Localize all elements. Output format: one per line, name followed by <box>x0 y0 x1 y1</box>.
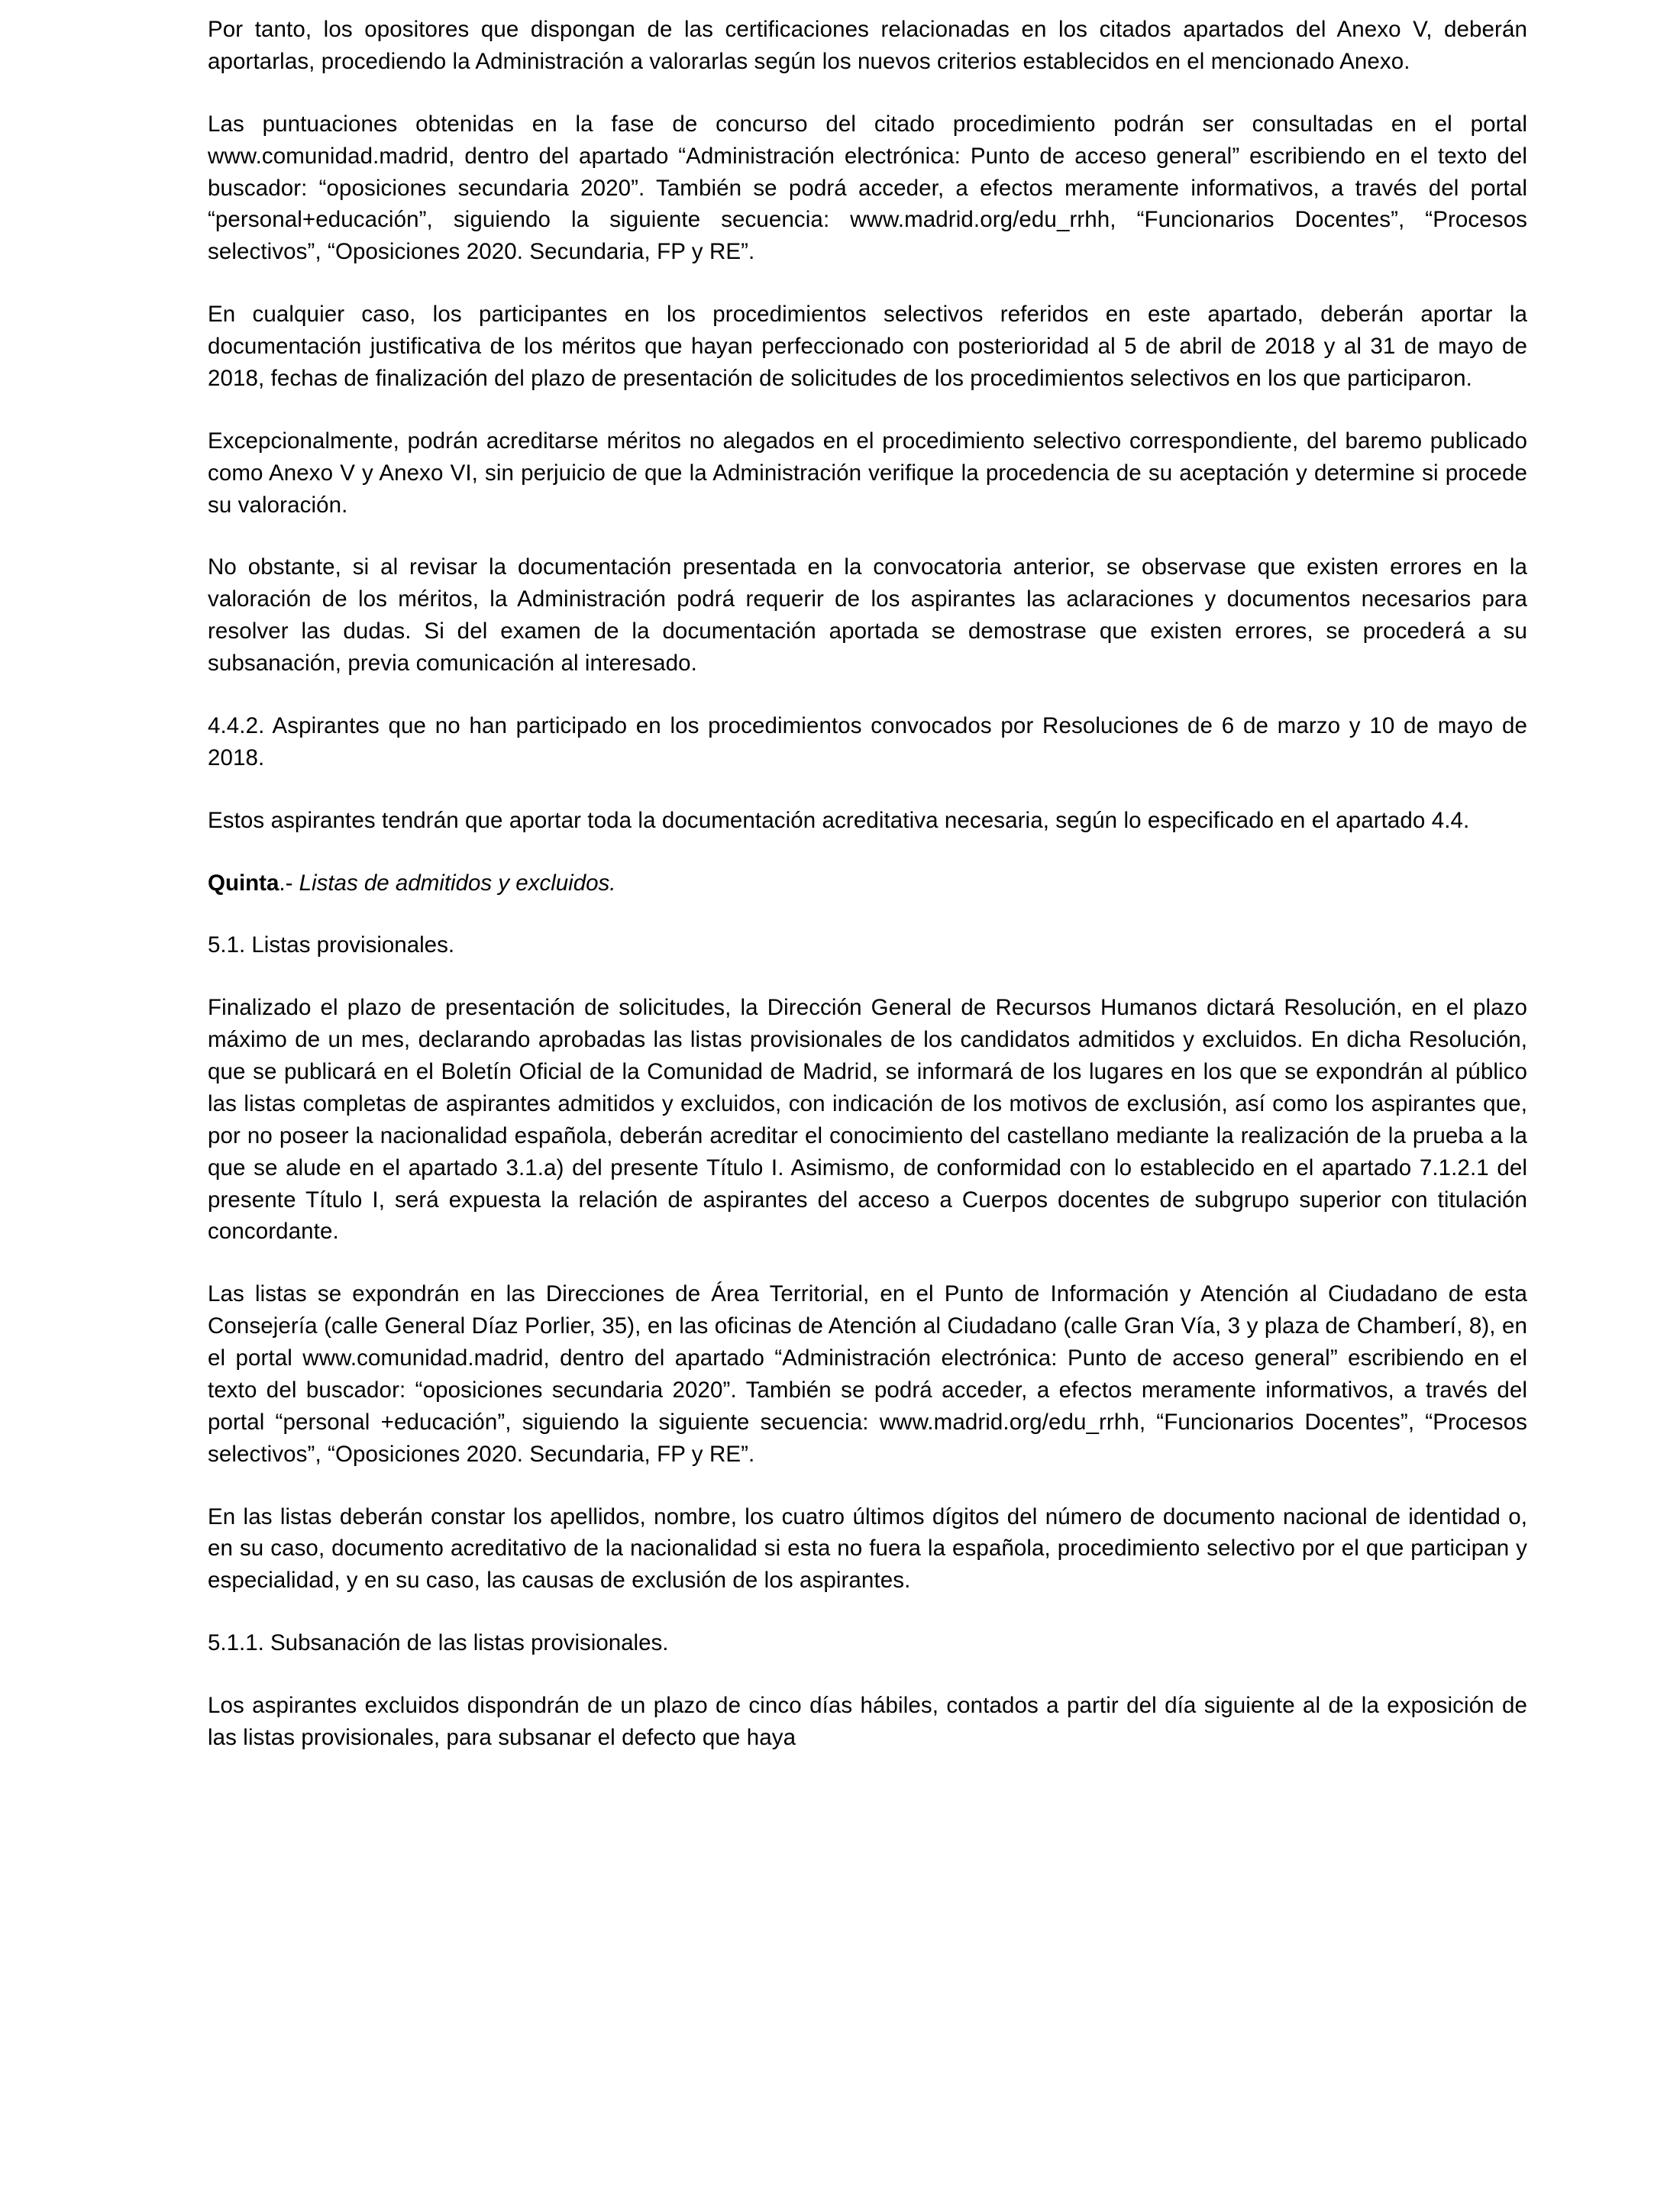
paragraph-estos-aspirantes: Estos aspirantes tendrán que aportar toda la documentación acreditativa necesaria, según lo especificado en el apartado 4.4. <box>208 807 1470 833</box>
paragraph-finalizado-plazo: Finalizado el plazo de presentación de solicitudes, la Dirección General de Recursos Humanos dictará Resolución, en el plazo máximo de un mes, declarando aprobadas las listas provisionales de los candidatos admitidos y excluidos. En dicha Resolución, que se publicará en el Boletín Oficial de la Comunidad de Madrid, se informará de los lugares en los que se expondrán al público las listas completas de aspirantes admitidos y excluidos, con indicación de los motivos de exclusión, así como los aspirantes que, por no poseer la nacionalidad española, deberán acreditar el conocimiento del castellano mediante la realización de la prueba a la que se alude en el apartado 3.1.a) del presente Título I. Asimismo, de conformidad con lo establecido en el apartado 7.1.2.1 del presente Título I, será expuesta la relación de aspirantes del acceso a Cuerpos docentes de subgrupo superior con titulación concordante. <box>208 995 1527 1245</box>
paragraph-clause-5-1: 5.1. Listas provisionales. <box>208 932 455 958</box>
section-heading-separator: .- <box>279 870 299 896</box>
section-heading-quinta <box>208 867 1527 899</box>
paragraph-cualquier-caso: En cualquier caso, los participantes en los procedimientos selectivos referidos en este apartado, deberán aportar la documentación justificativa de los méritos que hayan perfeccionado con posterioridad al 5 de abril de 2018 y al 31 de mayo de 2018, fechas de finalización del plazo de presentación de solicitudes de los procedimientos selectivos en los que participaron. <box>208 302 1527 391</box>
paragraph-clause-5-1-1: 5.1.1. Subsanación de las listas provisionales. <box>208 1630 669 1656</box>
paragraph-excepcionalmente: Excepcionalmente, podrán acreditarse méritos no alegados en el procedimiento selectivo correspondiente, del baremo publicado como Anexo V y Anexo VI, sin perjuicio de que la Administración verifique la procedencia de su aceptación y determine si procede su valoración. <box>208 428 1527 518</box>
section-heading-title: Listas de admitidos y excluidos. <box>299 870 616 896</box>
paragraph-listas-datos: En las listas deberán constar los apellidos, nombre, los cuatro últimos dígitos del número de documento nacional de identidad o, en su caso, documento acreditativo de la nacionalidad si esta no fuera la española, procedimiento selectivo por el que participan y especialidad, y en su caso, las causas de exclusión de los aspirantes. <box>208 1503 1527 1594</box>
paragraph-por-tanto: Por tanto, los opositores que dispongan de las certificaciones relacionadas en los citados apartados del Anexo V, deberán aportarlas, procediendo la Administración a valorarlas según los nuevos criterios establecidos en el mencionado Anexo. <box>208 17 1527 74</box>
paragraph-clause-4-4-2: 4.4.2. Aspirantes que no han participado en los procedimientos convocados por Resoluciones de 6 de marzo y 10 de mayo de 2018. <box>208 712 1527 770</box>
paragraph-no-obstante: No obstante, si al revisar la documentación presentada en la convocatoria anterior, se observase que existen errores en la valoración de los méritos, la Administración podrá requerir de los aspirantes las aclaraciones y documentos necesarios para resolver las dudas. Si del examen de la documentación aportada se demostrase que existen errores, se procederá a su subsanación, previa comunicación al interesado. <box>208 554 1527 676</box>
paragraph-aspirantes-excluidos: Los aspirantes excluidos dispondrán de un plazo de cinco días hábiles, contados a partir del día siguiente al de la exposición de las listas provisionales, para subsanar el defecto que haya <box>208 1693 1527 1750</box>
section-heading-ordinal: Quinta <box>208 870 279 896</box>
paragraph-listas-expondran: Las listas se expondrán en las Direcciones de Área Territorial, en el Punto de Información y Atención al Ciudadano de esta Consejería (calle General Díaz Porlier, 35), en las oficinas de Atención al Ciudadano (calle Gran Vía, 3 y plaza de Chamberí, 8), en el portal www.comunidad.madrid, dentro del apartado “Administración electrónica: Punto de acceso general” escribiendo en el texto del buscador: “oposiciones secundaria 2020”. También se podrá acceder, a efectos meramente informativos, a través del portal “personal +educación”, siguiendo la siguiente secuencia: www.madrid.org/edu_rrhh, “Funcionarios Docentes”, “Procesos selectivos”, “Oposiciones 2020. Secundaria, FP y RE”. <box>208 1281 1527 1467</box>
paragraph-puntuaciones: Las puntuaciones obtenidas en la fase de concurso del citado procedimiento podrán ser consultadas en el portal www.comunidad.madrid, dentro del apartado “Administración electrónica: Punto de acceso general” escribiendo en el texto del buscador: “oposiciones secundaria 2020”. También se podrá acceder, a efectos meramente informativos, a través del portal “personal+educación”, siguiendo la siguiente secuencia: www.madrid.org/edu_rrhh, “Funcionarios Docentes”, “Procesos selectivos”, “Oposiciones 2020. Secundaria, FP y RE”. <box>208 111 1527 265</box>
